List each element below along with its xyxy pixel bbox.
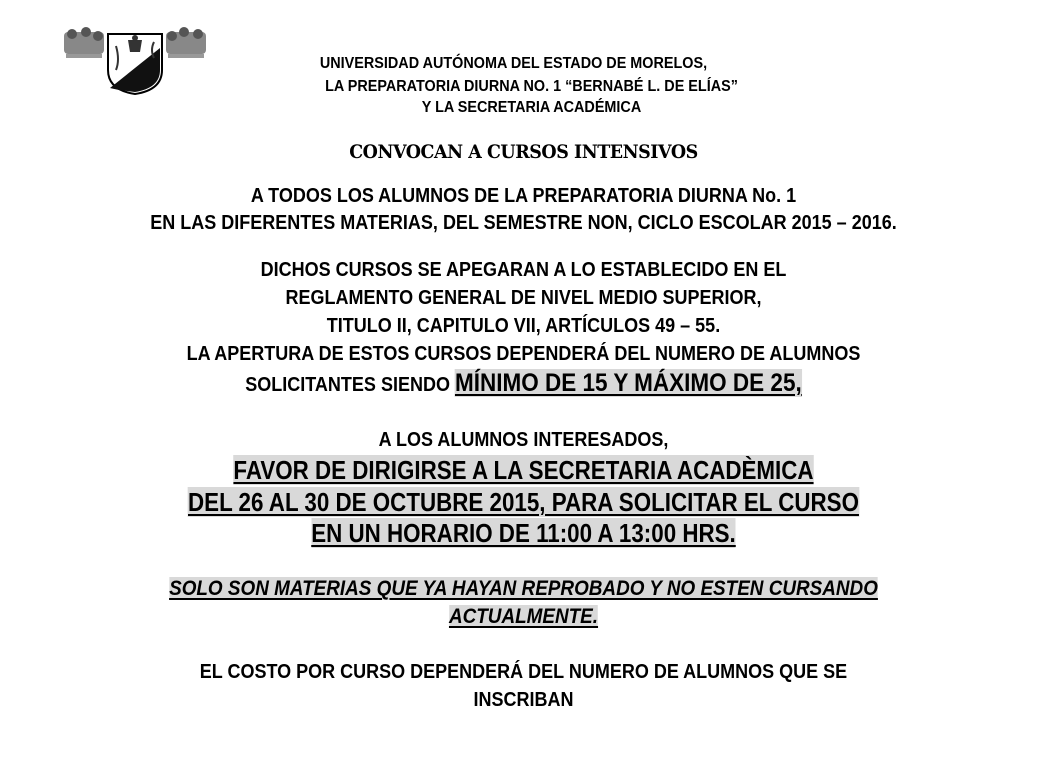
header-secretaria: Y LA SECRETARIA ACADÉMICA xyxy=(421,99,642,116)
instructions-line-3-text: EN UN HORARIO DE 11:00 A 13:00 HRS. xyxy=(311,518,736,548)
note-line-1-text: SOLO SON MATERIAS QUE YA HAYAN REPROBADO Y NO ESTEN CURSANDO xyxy=(169,577,878,600)
rules-line-2: REGLAMENTO GENERAL DE NIVEL MEDIO SUPERIOR, xyxy=(285,287,762,309)
rules-line-3: TITULO II, CAPITULO VII, ARTÍCULOS 49 – 55. xyxy=(326,315,721,337)
instructions-line-2 xyxy=(73,487,973,518)
rules-line-5-prefix: SOLICITANTES SIENDO xyxy=(245,374,455,396)
instructions-line-2-text: DEL 26 AL 30 DE OCTUBRE 2015, PARA SOLICITAR EL CURSO xyxy=(188,487,859,517)
rules-line-5 xyxy=(52,369,994,398)
rules-line-1: DICHOS CURSOS SE APEGARAN A LO ESTABLECIDO EN EL xyxy=(260,259,787,281)
note-line-2-text: ACTUALMENTE. xyxy=(448,605,599,628)
page-title: CONVOCAN A CURSOS INTENSIVOS xyxy=(349,141,698,163)
enrollment-limits-highlight: MÍNIMO DE 15 Y MÁXIMO DE 25, xyxy=(454,369,802,397)
instructions-line-1-text: FAVOR DE DIRIGIRSE A LA SECRETARIA ACADÈMICA xyxy=(233,455,814,485)
cost-line-1: EL COSTO POR CURSO DEPENDERÁ DEL NUMERO DE ALUMNOS QUE SE xyxy=(199,661,848,683)
instructions-line-1 xyxy=(73,455,973,486)
rules-line-4: LA APERTURA DE ESTOS CURSOS DEPENDERÁ DEL NUMERO DE ALUMNOS xyxy=(186,343,861,365)
audience-line-1: A TODOS LOS ALUMNOS DE LA PREPARATORIA DIURNA No. 1 xyxy=(250,185,797,207)
header-university: UNIVERSIDAD AUTÓNOMA DEL ESTADO DE MORELOS, xyxy=(319,55,708,72)
note-line-2 xyxy=(52,605,994,629)
note-line-1 xyxy=(52,577,994,601)
instructions-intro: A LOS ALUMNOS INTERESADOS, xyxy=(378,429,669,451)
audience-line-2: EN LAS DIFERENTES MATERIAS, DEL SEMESTRE NON, CICLO ESCOLAR 2015 – 2016. xyxy=(150,212,897,234)
header-preparatoria: LA PREPARATORIA DIURNA NO. 1 “BERNABÉ L. DE ELÍAS” xyxy=(325,78,738,95)
cost-line-2: INSCRIBAN xyxy=(473,689,574,711)
instructions-line-3 xyxy=(73,518,973,549)
